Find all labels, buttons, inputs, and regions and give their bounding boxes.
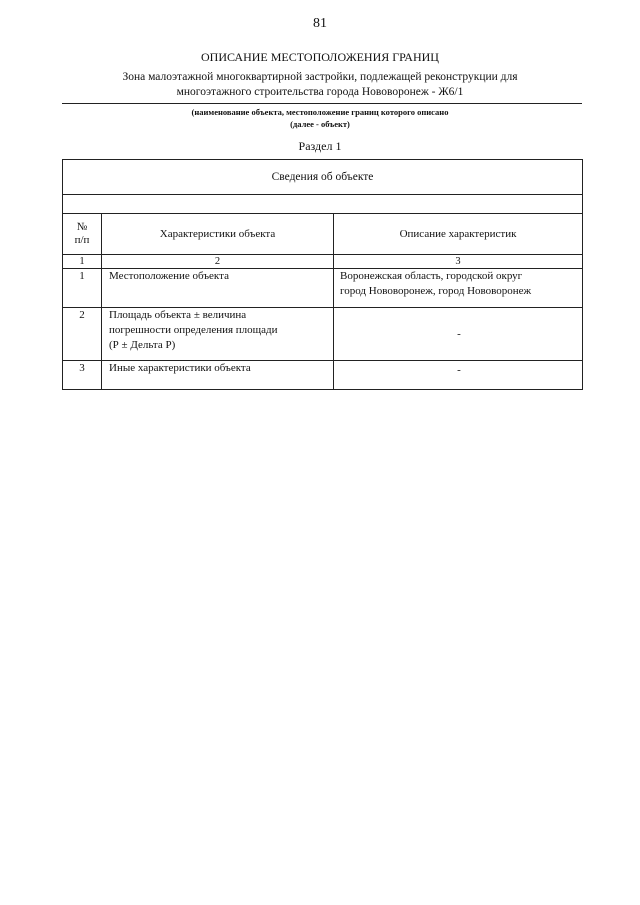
characteristic-line: (Р ± Дельта Р) <box>109 339 176 351</box>
table-row <box>63 269 583 308</box>
row-description <box>334 269 583 308</box>
table-row <box>63 308 583 361</box>
column-index-1: 1 <box>63 255 102 269</box>
section-title: Раздел 1 <box>298 139 342 153</box>
header-number-line-2: п/п <box>74 234 90 246</box>
page-number: 81 <box>313 16 327 31</box>
object-caption-line-2: (далее - объект) <box>290 119 350 129</box>
characteristic-line: Площадь объекта ± величина <box>109 309 247 321</box>
object-name-underline <box>62 103 582 104</box>
row-number: 1 <box>63 269 102 308</box>
object-name-caption <box>0 106 640 130</box>
header-number <box>63 214 102 255</box>
table-title-row <box>63 160 583 195</box>
row-characteristic <box>102 361 334 390</box>
table-header-row <box>63 214 583 255</box>
column-index-row <box>63 255 583 269</box>
table-row <box>63 361 583 390</box>
row-number: 2 <box>63 308 102 361</box>
object-info-table <box>62 159 583 390</box>
object-name-line-2: многоэтажного строительства города Нововоронеж - Ж6/1 <box>176 86 464 98</box>
table-empty-cell <box>63 195 583 214</box>
table-empty-row <box>63 195 583 214</box>
header-number-line-1: № <box>76 221 88 233</box>
characteristic-line: Иные характеристики объекта <box>109 362 251 374</box>
table-title: Сведения об объекте <box>63 160 583 195</box>
row-characteristic <box>102 308 334 361</box>
description-line: город Нововоронеж, город Нововоронеж <box>340 285 532 297</box>
row-number: 3 <box>63 361 102 390</box>
characteristic-line: погрешности определения площади <box>109 324 278 336</box>
header-description: Описание характеристик <box>334 214 583 255</box>
description-line: Воронежская область, городской округ <box>340 270 523 282</box>
column-index-3: 3 <box>334 255 583 269</box>
row-characteristic <box>102 269 334 308</box>
header-characteristics: Характеристики объекта <box>102 214 334 255</box>
characteristic-line: Местоположение объекта <box>109 270 229 282</box>
object-caption-line-1: (наименование объекта, местоположение границ которого описано <box>191 107 449 117</box>
document-title: ОПИСАНИЕ МЕСТОПОЛОЖЕНИЯ ГРАНИЦ <box>201 50 439 64</box>
column-index-2: 2 <box>102 255 334 269</box>
object-name-line-1: Зона малоэтажной многоквартирной застройки, подлежащей реконструкции для <box>122 71 518 83</box>
row-description: - <box>334 361 583 390</box>
object-name <box>60 70 580 100</box>
row-description: - <box>334 308 583 361</box>
